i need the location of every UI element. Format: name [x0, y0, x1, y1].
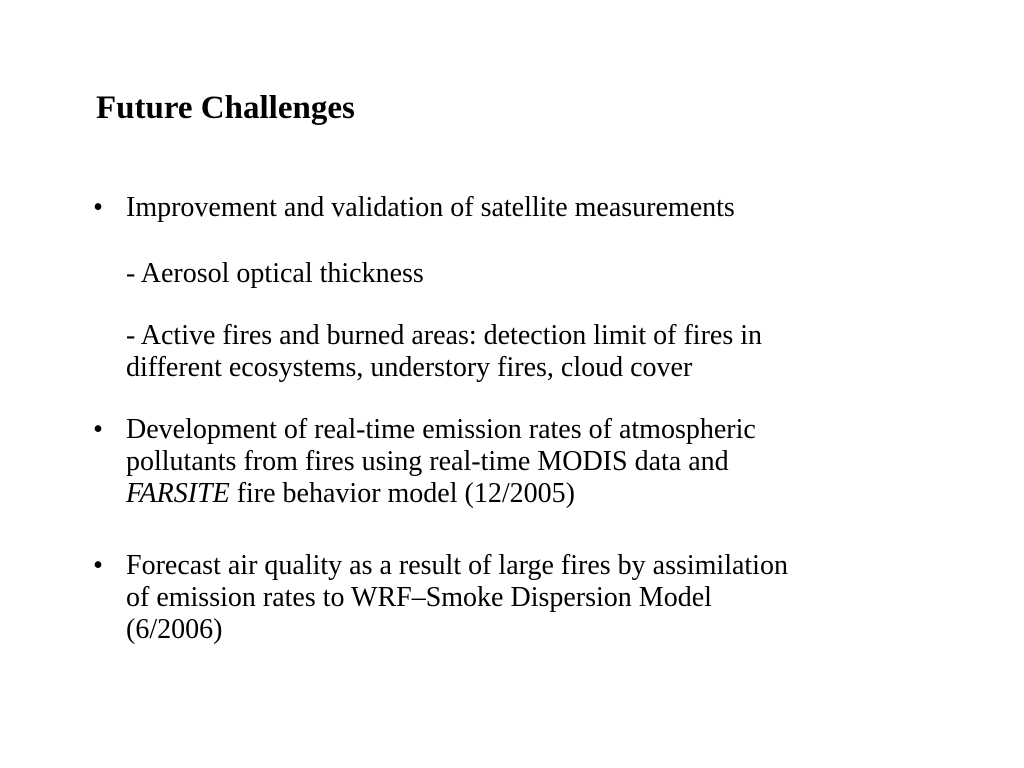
slide-title: Future Challenges — [96, 90, 355, 126]
bullet-dot-icon: • — [93, 192, 103, 223]
bullet-2-line-2: pollutants from fires using real-time MODIS data and — [126, 446, 729, 477]
bullet-3-line-1: Forecast air quality as a result of large fires by assimilation — [126, 550, 788, 581]
subitem-aerosol-text: - Aerosol optical thickness — [126, 258, 424, 289]
subitem-active-fires — [126, 320, 966, 384]
bullet-dot-icon: • — [93, 550, 103, 581]
bullet-item-1 — [93, 192, 966, 224]
farsite-italic-text: FARSITE — [126, 478, 230, 509]
bullet-dot-icon: • — [93, 414, 103, 445]
bullet-2-line-3 — [126, 478, 966, 510]
bullet-3-line-3: (6/2006) — [126, 614, 223, 645]
subitem-active-fires-line-1: - Active fires and burned areas: detection limit of fires in — [126, 320, 763, 351]
subitem-aerosol — [126, 258, 966, 290]
subitem-active-fires-line-2: different ecosystems, understory fires, cloud cover — [126, 352, 693, 383]
bullet-item-3 — [93, 550, 966, 646]
bullet-item-2 — [93, 414, 966, 510]
bullet-2-line-1: Development of real-time emission rates of atmospheric — [126, 414, 756, 445]
bullet-2-line-3-rest: fire behavior model (12/2005) — [229, 478, 575, 509]
bullet-1-text: Improvement and validation of satellite measurements — [126, 192, 735, 223]
bullet-3-line-2: of emission rates to WRF–Smoke Dispersion Model — [126, 582, 712, 613]
